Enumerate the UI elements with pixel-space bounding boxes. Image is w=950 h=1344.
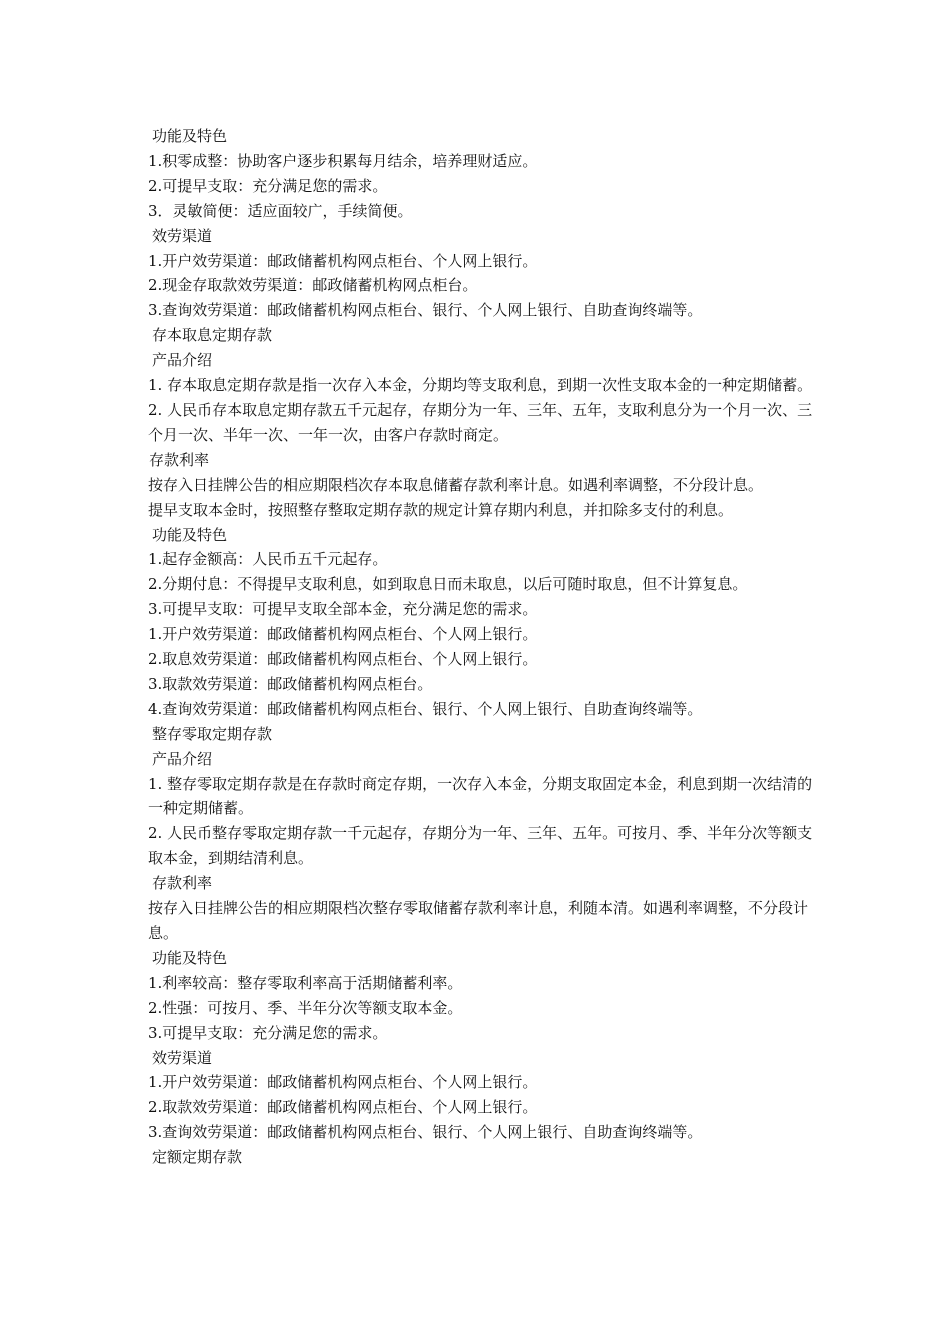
product-title: 整存零取定期存款 [152, 724, 273, 743]
list-item: 1.开户效劳渠道：邮政储蓄机构网点柜台、个人网上银行。 [148, 625, 538, 644]
product-title: 定额定期存款 [152, 1148, 243, 1167]
paragraph: 提早支取本金时，按照整存整取定期存款的规定计算存期内利息，并扣除多支付的利息。 [148, 500, 734, 519]
paragraph: 2. 人民币整存零取定期存款一千元起存，存期分为一年、三年、五年。可按月、季、半年分次等额支取本金，到期结清利息。 [148, 824, 813, 868]
list-item: 2.取款效劳渠道：邮政储蓄机构网点柜台、个人网上银行。 [148, 1098, 538, 1117]
list-item: 3.可提早支取：可提早支取全部本金，充分满足您的需求。 [148, 600, 538, 619]
section-heading: 功能及特色 [152, 127, 228, 145]
section-heading: 效劳渠道 [152, 226, 213, 245]
section-heading: 产品介绍 [152, 351, 213, 370]
list-item: 2.分期付息：不得提早支取利息，如到取息日而未取息，以后可随时取息，但不计算复息。 [148, 575, 748, 594]
list-item: 2.取息效劳渠道：邮政储蓄机构网点柜台、个人网上银行。 [148, 650, 538, 669]
paragraph: 1. 存本取息定期存款是指一次存入本金，分期均等支取利息，到期一次性支取本金的一种定期储蓄。 [148, 376, 813, 395]
list-item: 3．灵敏简便：适应面较广，手续简便。 [148, 201, 413, 220]
list-item: 2.性强：可按月、季、半年分次等额支取本金。 [148, 998, 463, 1017]
paragraph: 2. 人民币存本取息定期存款五千元起存，存期分为一年、三年、五年，支取利息分为一个月一次、三个月一次、半年一次、一年一次，由客户存款时商定。 [148, 400, 813, 444]
section-heading: 功能及特色 [152, 948, 228, 967]
list-item: 3.取款效劳渠道：邮政储蓄机构网点柜台。 [148, 674, 433, 693]
section-heading: 存款利率 [149, 450, 210, 469]
list-item: 1.利率较高：整存零取利率高于活期储蓄利率。 [148, 973, 463, 992]
section-heading: 功能及特色 [152, 525, 228, 544]
list-item: 1.开户效劳渠道：邮政储蓄机构网点柜台、个人网上银行。 [148, 251, 538, 270]
section-heading: 存款利率 [152, 874, 213, 893]
list-item: 1.积零成整：协助客户逐步积累每月结余，培养理财适应。 [148, 151, 538, 170]
paragraph: 1. 整存零取定期存款是在存款时商定存期，一次存入本金，分期支取固定本金，利息到期一次结清的一种定期储蓄。 [148, 774, 813, 818]
document-body [146, 124, 818, 1170]
section-heading: 效劳渠道 [152, 1048, 213, 1067]
product-title: 存本取息定期存款 [152, 326, 273, 345]
list-item: 2.现金存取款效劳渠道：邮政储蓄机构网点柜台。 [148, 276, 478, 295]
list-item: 2.可提早支取：充分满足您的需求。 [148, 176, 388, 195]
list-item: 1.开户效劳渠道：邮政储蓄机构网点柜台、个人网上银行。 [148, 1073, 538, 1092]
list-item: 3.查询效劳渠道：邮政储蓄机构网点柜台、银行、个人网上银行、自助查询终端等。 [148, 1123, 703, 1142]
paragraph: 按存入日挂牌公告的相应期限档次存本取息储蓄存款利率计息。如遇利率调整，不分段计息。 [148, 475, 764, 494]
list-item: 1.起存金额高：人民币五千元起存。 [148, 550, 388, 569]
paragraph: 按存入日挂牌公告的相应期限档次整存零取储蓄存款利率计息，利随本清。如遇利率调整，不分段计息。 [148, 899, 809, 942]
list-item: 3.查询效劳渠道：邮政储蓄机构网点柜台、银行、个人网上银行、自助查询终端等。 [148, 301, 703, 320]
list-item: 3.可提早支取：充分满足您的需求。 [148, 1023, 388, 1042]
list-item: 4.查询效劳渠道：邮政储蓄机构网点柜台、银行、个人网上银行、自助查询终端等。 [148, 699, 703, 718]
section-heading: 产品介绍 [152, 749, 213, 768]
